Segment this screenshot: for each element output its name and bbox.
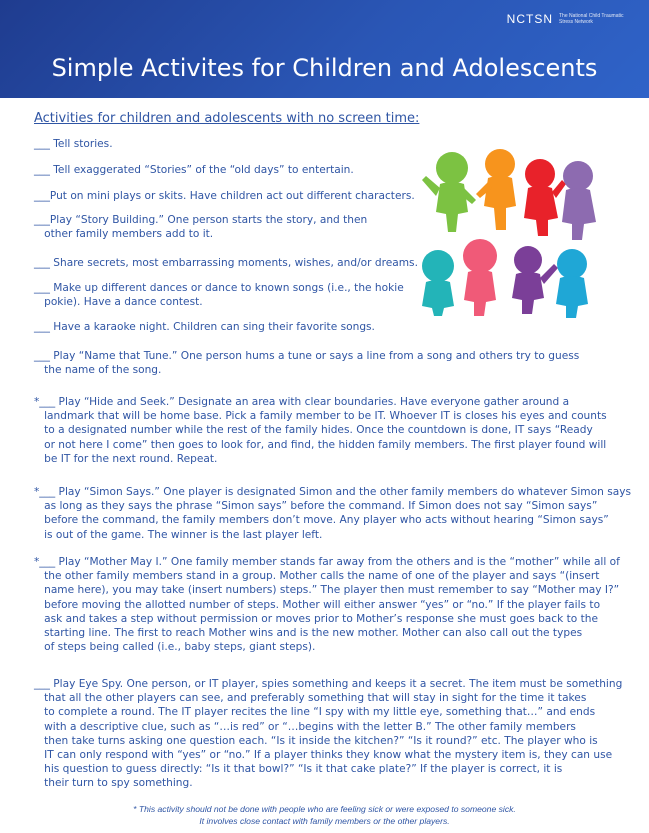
kid-figure xyxy=(512,246,558,314)
brand-subtitle: The National Child Traumatic Stress Network xyxy=(559,13,624,25)
section-heading: Activities for children and adolescents with no screen time: xyxy=(34,111,420,126)
activity-item: ___ Tell exaggerated “Stories” of the “old days” to entertain. xyxy=(34,164,354,176)
activity-item: ___ Play “Name that Tune.” One person hums a tune or says a line from a song and others try to guess the name of the song. xyxy=(34,350,580,377)
footnote xyxy=(0,803,649,827)
activity-item: *___ Play “Hide and Seek.” Designate an area with clear boundaries. Have everyone gather around a landmark that will be home base. Pick a family member to be IT. Whoever IT is closes his eyes and counts to a designated number while the rest of the family hides. Once the countdown is done, IT says “Ready or not here I come” then goes to look for, and find, the hidden family members. The first player found will be IT for the next round. Repeat. xyxy=(34,396,607,465)
kid-figure xyxy=(422,250,454,316)
activity-item: ___ Share secrets, most embarrassing moments, wishes, and/or dreams. xyxy=(34,257,418,269)
kid-figure xyxy=(556,249,588,318)
activity-item: ___ Have a karaoke night. Children can sing their favorite songs. xyxy=(34,321,375,333)
brand-name: NCTSN xyxy=(506,12,553,26)
activity-item: ___ Play Eye Spy. One person, or IT player, spies something and keeps it a secret. The item must be something that all the other players can see, and preferably something that will stay in sight for the time it takes to complete a round. The IT player recites the line “I spy with my little eye, something that…” and ends with a descriptive clue, such as “…is red” or “…begins with the letter B.” The other family members then take turns asking one question each. “Is it inside the kitchen?” “Is it round?” etc. The player who is IT can only respond with “yes” or “no.” If a player thinks they know what the mystery item is, they can use his question to guess directly: “Is it that bowl?” “Is it that cake plate?” If the player is correct, it is their turn to spy something. xyxy=(34,678,623,790)
page-title: Simple Activites for Children and Adolescents xyxy=(51,54,598,82)
header-banner xyxy=(0,0,649,98)
kid-figure xyxy=(463,239,497,316)
activity-item: *___ Play “Mother May I.” One family member stands far away from the others and is the “mother” while all of the other family members stand in a group. Mother calls the name of one of the player and says “(insert name here), you may take (insert numbers) steps.” The player then must remember to say “Mother may I?” before moving the allotted number of steps. Mother will either answer “yes” or “no.” If the player fails to ask and takes a step without permission or moves prior to Mother’s response she must goes back to the starting line. The first to reach Mother wins and is the new mother. Mother can also call out the types of steps being called (i.e., baby steps, giant steps). xyxy=(34,556,620,654)
kid-figure xyxy=(562,161,596,240)
kid-figure xyxy=(524,159,566,236)
footnote-line: * This activity should not be done with people who are feeling sick or were exposed to someone sick. xyxy=(133,804,516,814)
activity-item: *___ Play “Simon Says.” One player is designated Simon and the other family members do whatever Simon says as long as they says the phrase “Simon says” before the command. If Simon does not say “Simon says” before the command, the family members don’t move. Any player who acts without hearing “Simon says” is out of the game. The winner is the last player left. xyxy=(34,486,631,541)
children-illustration xyxy=(412,140,622,320)
activity-item: ___Put on mini plays or skits. Have children act out different characters. xyxy=(34,190,415,202)
activity-item: ___ Make up different dances or dance to known songs (i.e., the hokie pokie). Have a dance contest. xyxy=(34,282,404,309)
activity-item: ___Play “Story Building.” One person starts the story, and then other family members add to it. xyxy=(34,214,368,241)
activity-item: ___ Tell stories. xyxy=(34,138,113,150)
nctsn-logo xyxy=(507,12,629,26)
footnote-line: It involves close contact with family members or the other players. xyxy=(199,816,450,826)
kid-figure xyxy=(476,149,516,230)
kid-figure xyxy=(422,152,476,232)
